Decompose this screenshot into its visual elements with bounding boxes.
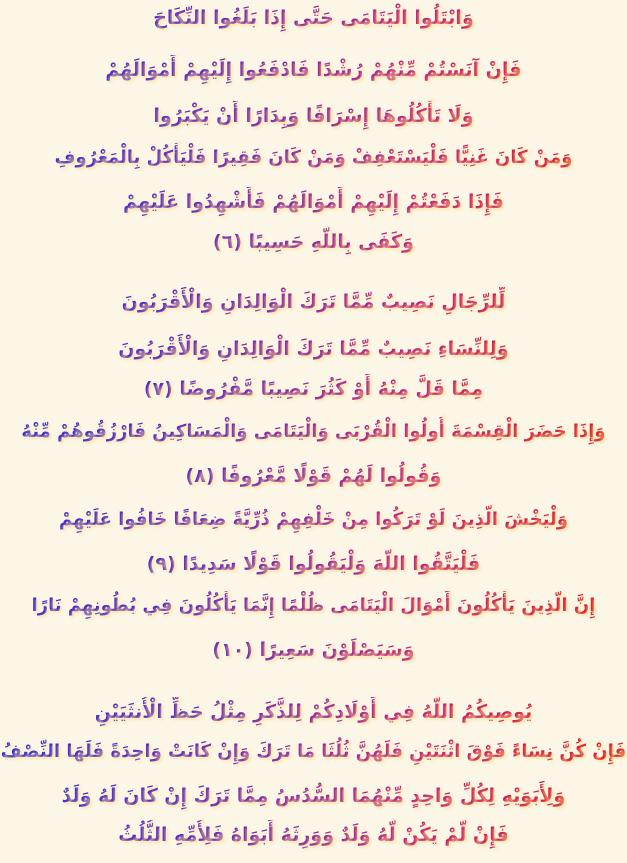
verse-line: وَلَا تَأْكُلُوهَا إِسْرَافًا وَبِدَارًا أَنْ يَكْبَرُوا [0,101,627,131]
verse-line: وَمَنْ كَانَ غَنِيًّا فَلْيَسْتَعْفِفْ وَمَنْ كَانَ فَقِيرًا فَلْيَأْكُلْ بِالْمَعْرُوفِ [0,143,627,173]
verse-line: فَإِذَا دَفَعْتُمْ إِلَيْهِمْ أَمْوَالَهُمْ فَأَشْهِدُوا عَلَيْهِمْ [0,187,627,217]
verse-line: يُوصِيكُمُ اللَّهُ فِي أَوْلَادِكُمْ لِلذَّكَرِ مِثْلُ حَظِّ الْأُنثَيَيْنِ [0,697,627,727]
verse-line: وَلْيَخْشَ الَّذِينَ لَوْ تَرَكُوا مِنْ خَلْفِهِمْ ذُرِّيَّةً ضِعَافًا خَافُوا عَلَيْهِمْ [0,505,627,535]
verse-line: وَلِلنِّسَاءِ نَصِيبٌ مِّمَّا تَرَكَ الْوَالِدَانِ وَالْأَقْرَبُونَ [0,334,627,364]
verse-line-with-number: وَقُولُوا لَهُمْ قَوْلًا مَّعْرُوفًا (٨) [0,461,627,491]
verse-line-with-number: وَسَيَصْلَوْنَ سَعِيرًا (١٠) [0,635,627,665]
verse-line: إِنَّ الَّذِينَ يَأْكُلُونَ أَمْوَالَ الْيَتَامَى ظُلْمًا إِنَّمَا يَأْكُلُونَ فِي بُطُونِهِمْ نَارًا [0,591,627,621]
verse-line-with-number: وَكَفَى بِاللَّهِ حَسِيبًا (٦) [0,227,627,257]
verse-line: وَابْتَلُوا الْيَتَامَى حَتَّى إِذَا بَلَغُوا النِّكَاحَ [0,3,627,33]
verse-line: وَإِذَا حَضَرَ الْقِسْمَةَ أُولُوا الْقُرْبَى وَالْيَتَامَى وَالْمَسَاكِينُ فَارْزُقُوهُمْ مِّنْهُ [0,417,627,447]
verse-line-with-number: مِمَّا قَلَّ مِنْهُ أَوْ كَثُرَ نَصِيبًا مَّفْرُوضًا (٧) [0,374,627,404]
verse-line: وَلِأَبَوَيْهِ لِكُلِّ وَاحِدٍ مِّنْهُمَا السُّدُسُ مِمَّا تَرَكَ إِنْ كَانَ لَهُ وَلَدٌ [0,781,627,811]
verse-line: لِّلرِّجَالِ نَصِيبٌ مِّمَّا تَرَكَ الْوَالِدَانِ وَالْأَقْرَبُونَ [0,287,627,317]
verse-line-with-number: فَلْيَتَّقُوا اللَّهَ وَلْيَقُولُوا قَوْلًا سَدِيدًا (٩) [0,549,627,579]
verse-line: فَإِنْ كُنَّ نِسَاءً فَوْقَ اثْنَتَيْنِ فَلَهُنَّ ثُلُثَا مَا تَرَكَ وَإِنْ كَانَتْ وَاحِدَةً فَلَهَا النِّصْفُ [0,737,627,767]
verse-line: فَإِنْ آنَسْتُمْ مِّنْهُمْ رُشْدًا فَادْفَعُوا إِلَيْهِمْ أَمْوَالَهُمْ [0,55,627,85]
verse-line: فَإِنْ لَّمْ يَكُنْ لَّهُ وَلَدٌ وَوَرِثَهُ أَبَوَاهُ فَلِأُمِّهِ الثُّلُثُ [0,820,627,850]
